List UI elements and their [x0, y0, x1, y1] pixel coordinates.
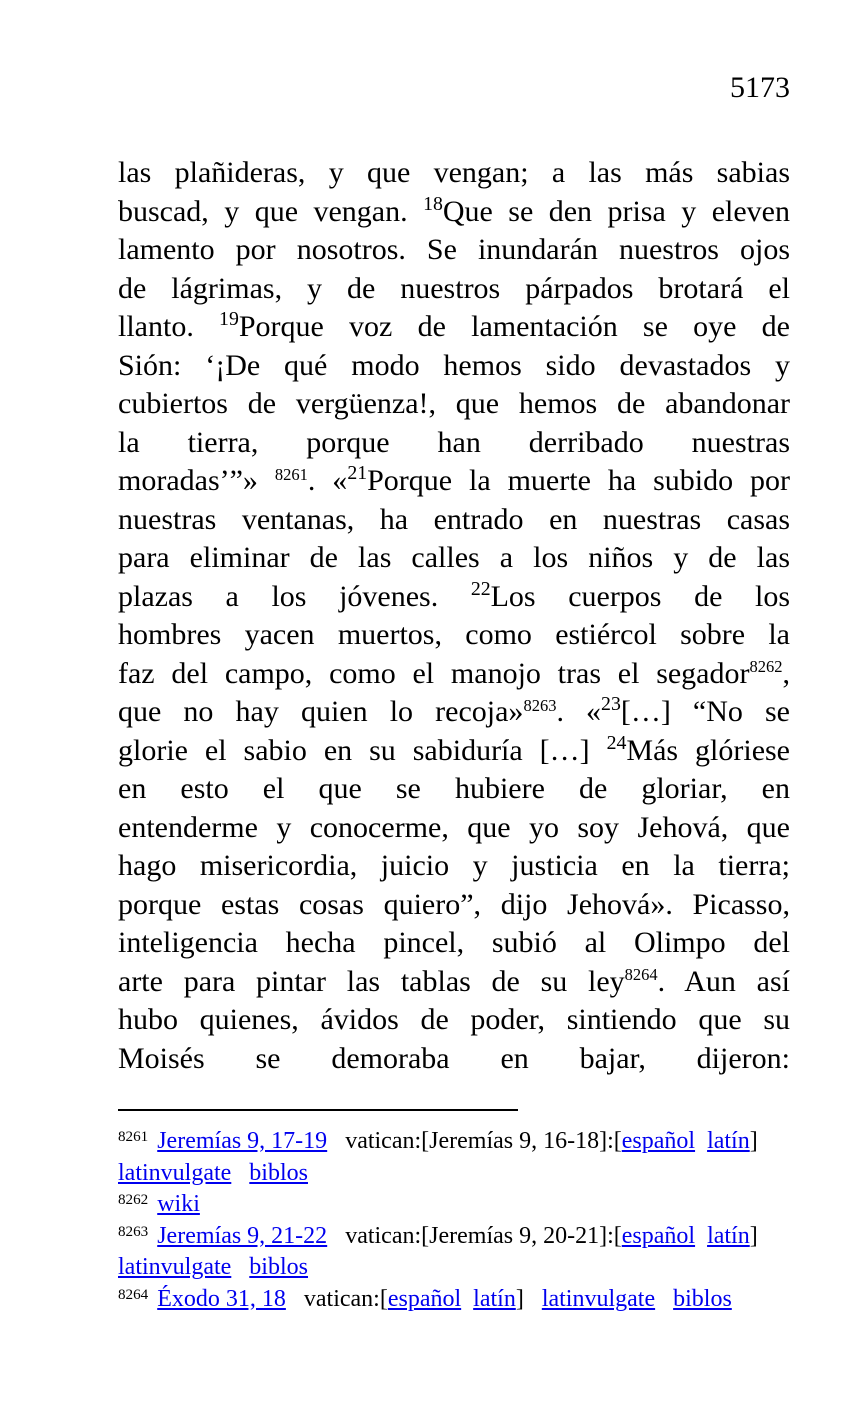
text-run [461, 1286, 473, 1312]
footnote-link[interactable]: biblos [673, 1285, 732, 1312]
footnote-link[interactable]: español [621, 1128, 696, 1154]
text-run: llanto. [118, 310, 220, 343]
body-line [118, 886, 790, 925]
text-run [655, 1286, 673, 1312]
verse-number: 18 [423, 192, 443, 215]
footnote-link[interactable]: latín [473, 1285, 516, 1312]
footnote-link[interactable]: latinvulgate [118, 1159, 232, 1186]
body-line [118, 732, 790, 771]
body-line [118, 501, 790, 540]
body-line [118, 963, 790, 1002]
footnote-link[interactable]: biblos [249, 1159, 308, 1186]
text-run: . « [556, 695, 602, 728]
footnote-ref: 8261 [118, 1129, 149, 1146]
text-run: Porque voz de lamentación se oye de [238, 310, 790, 343]
text-run: lamento por nosotros. Se inundarán nuestros ojos [118, 233, 790, 266]
body-line [118, 578, 790, 617]
text-run: nuestras ventanas, ha entrado en nuestras casas [118, 502, 790, 536]
footnote-link[interactable]: latinvulgate [541, 1285, 656, 1312]
body-line [118, 770, 790, 809]
body-text [118, 154, 790, 1078]
text-run: . Aun así [657, 964, 790, 998]
footnote-ref: 8261 [274, 464, 308, 484]
verse-number: 21 [347, 462, 368, 485]
text-run: hago misericordia, juicio y justicia en la tierra; [118, 849, 790, 882]
body-line [118, 347, 790, 386]
body-line [118, 1001, 790, 1040]
footnote-separator [118, 1109, 518, 1111]
text-run: entenderme y conocerme, que yo soy Jehová, que [118, 810, 790, 844]
footnote-line [118, 1221, 790, 1253]
body-line [118, 693, 790, 732]
footnote-line [118, 1252, 790, 1284]
text-run: la tierra, porque han derribado nuestras [118, 425, 790, 459]
footnote-line [118, 1158, 790, 1190]
text-run: faz del campo, como el manojo tras el segador [118, 656, 750, 690]
text-run: las plañideras, y que vengan; a las más sabias [118, 156, 790, 189]
verse-number: 22 [470, 577, 491, 600]
footnote-ref: 8263 [118, 1223, 149, 1240]
body-line [118, 308, 790, 347]
footnote-ref: 8262 [749, 657, 783, 677]
verse-number: 19 [219, 308, 239, 331]
footnote-link[interactable]: biblos [249, 1254, 308, 1280]
footnotes [118, 1126, 790, 1315]
footnote-ref: 8262 [118, 1192, 149, 1209]
text-run: Los cuerpos de los [490, 579, 791, 613]
text-run: hombres yacen muertos, como estiércol sobre la [118, 618, 790, 651]
footnote-line [118, 1126, 790, 1158]
body-line [118, 655, 790, 694]
page-number: 5173 [730, 71, 790, 104]
text-run: Sión: ‘¡De qué modo hemos sido devastados y [118, 348, 790, 382]
body-line [118, 924, 790, 963]
body-line [118, 385, 790, 424]
footnote-link[interactable]: español [621, 1222, 696, 1249]
text-run: Moisés se demoraba en bajar, dijeron: [118, 1041, 790, 1075]
text-run: porque estas cosas quiero”, dijo Jehová». Picasso, [118, 887, 790, 921]
footnote-link[interactable]: Jeremías 9, 17-19 [157, 1128, 328, 1154]
body-line [118, 809, 790, 848]
verse-number: 23 [601, 693, 621, 716]
text-run: vatican:[Jeremías 9, 16-18]:[ [327, 1128, 622, 1154]
text-run: moradas’”» [118, 464, 275, 497]
text-run: arte para pintar las tablas de su ley [118, 964, 625, 998]
text-run: que no hay quien lo recoja» [118, 695, 524, 728]
text-run: cubiertos de vergüenza!, que hemos de abandonar [118, 387, 790, 420]
body-line [118, 424, 790, 463]
body-line [118, 462, 790, 501]
footnote-line [118, 1189, 790, 1221]
text-run: Que se den prisa y eleven [442, 194, 790, 228]
body-line [118, 616, 790, 655]
text-run: Porque la muerte ha subido por [367, 464, 791, 497]
text-run: plazas a los jóvenes. [118, 579, 471, 613]
text-run: Más glóriese [626, 733, 790, 767]
footnote-link[interactable]: latinvulgate [118, 1254, 232, 1280]
text-run: buscad, y que vengan. [118, 194, 424, 228]
text-run [695, 1128, 707, 1154]
text-run: , [782, 656, 790, 690]
text-run: inteligencia hecha pincel, subió al Olimpo del [118, 926, 790, 959]
text-run: glorie el sabio en su sabiduría […] [118, 733, 607, 767]
body-line [118, 154, 790, 193]
text-run: vatican:[ [285, 1285, 388, 1312]
footnote-ref: 8264 [624, 965, 658, 985]
text-run: ] [515, 1285, 542, 1312]
text-run [231, 1254, 249, 1280]
footnote-ref: 8264 [118, 1286, 149, 1303]
text-run: de lágrimas, y de nuestros párpados brotará el [118, 271, 790, 305]
footnote-link[interactable]: español [387, 1285, 462, 1312]
footnote-link[interactable]: latín [707, 1128, 750, 1154]
body-line [118, 270, 790, 309]
text-run: […] “No se [620, 695, 790, 728]
footnote-line [118, 1284, 790, 1316]
footnote-link[interactable]: latín [707, 1222, 750, 1249]
body-line [118, 231, 790, 270]
footnote-ref: 8263 [523, 695, 557, 715]
text-run [231, 1160, 249, 1186]
text-run: vatican:[Jeremías 9, 20-21]:[ [327, 1222, 622, 1249]
footnote-link[interactable]: Jeremías 9, 21-22 [157, 1222, 328, 1249]
body-line [118, 193, 790, 232]
text-run [695, 1223, 707, 1249]
body-line [118, 1040, 790, 1079]
text-run: en esto el que se hubiere de gloriar, en [118, 772, 790, 805]
verse-number: 24 [606, 731, 627, 754]
text-run: para eliminar de las calles a los niños y de las [118, 541, 790, 574]
body-line [118, 847, 790, 886]
text-run: . « [307, 464, 348, 497]
footnote-link[interactable]: Éxodo 31, 18 [157, 1285, 286, 1312]
body-line [118, 539, 790, 578]
text-run: ] [749, 1222, 758, 1249]
text-run: ] [749, 1128, 758, 1154]
text-run: hubo quienes, ávidos de poder, sintiendo que su [118, 1003, 790, 1036]
footnote-link[interactable]: wiki [157, 1191, 200, 1217]
